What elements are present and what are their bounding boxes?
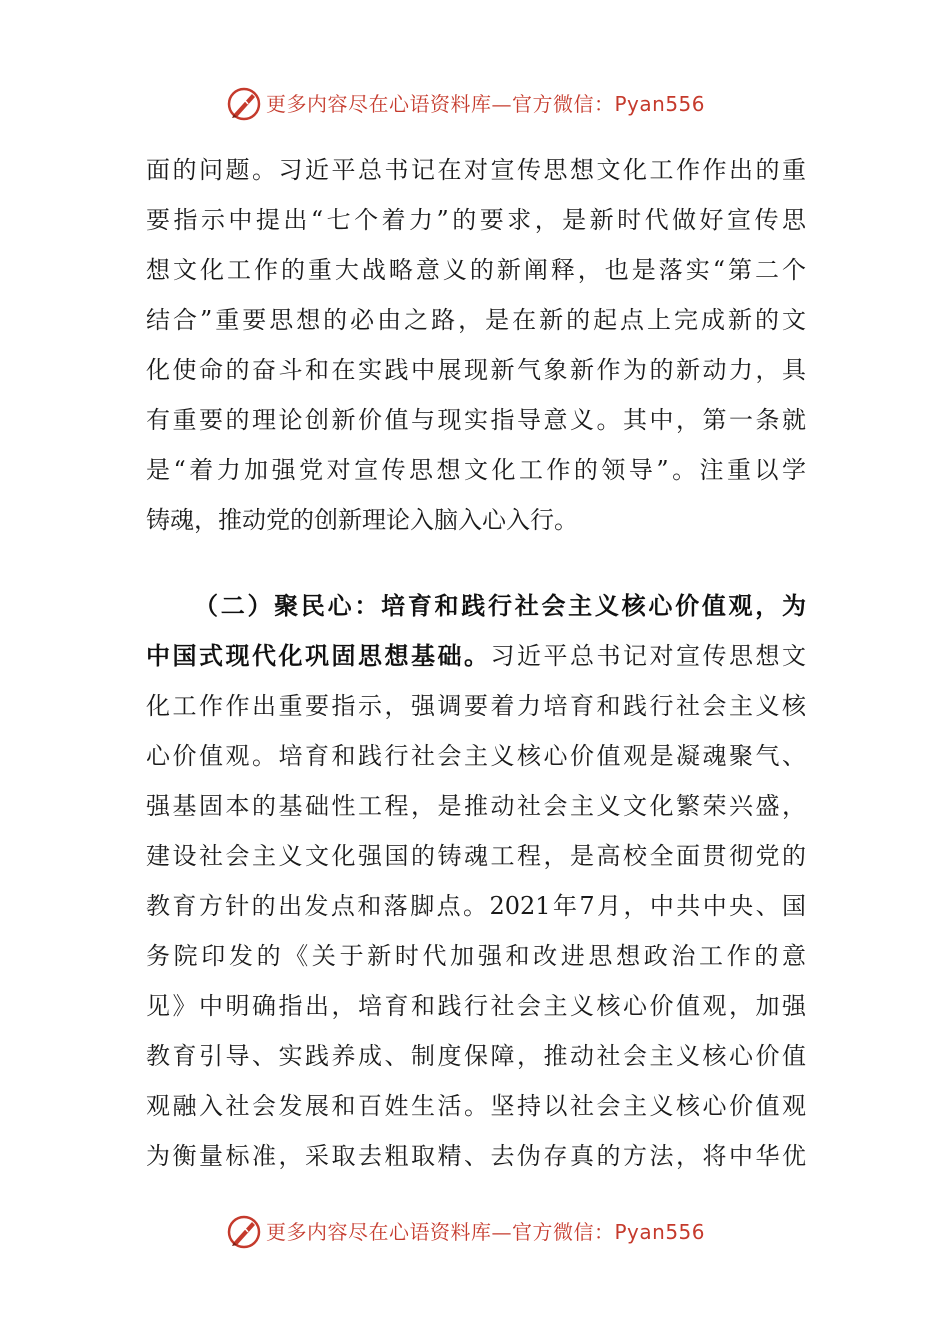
banner-wechat: 官方微信：Pyan556 <box>512 92 706 116</box>
footer-banner <box>0 1212 950 1252</box>
text-line: 建设社会主义文化强国的铸魂工程，是高校全面贯彻党的 <box>146 842 806 870</box>
text-line: 强基固本的基础性工程，是推动社会主义文化繁荣兴盛， <box>146 792 806 820</box>
banner-site-name: 更多内容尽在心语资料库 <box>266 92 492 116</box>
text-line <box>146 638 806 674</box>
section-heading-cont: 中国式现代化巩固思想基础。 <box>146 641 491 670</box>
text-line: 有重要的理论创新价值与现实指导意义。其中，第一条就 <box>146 406 806 434</box>
text-line: 铸魂，推动党的创新理论入脑入心入行。 <box>146 506 578 534</box>
banner-text <box>266 90 705 118</box>
text-span: 习近平总书记对宣传思想文 <box>490 642 806 670</box>
pen-logo-icon <box>226 86 262 122</box>
text-line: 务院印发的《关于新时代加强和改进思想政治工作的意 <box>146 942 806 970</box>
text-line: 是“着力加强党对宣传思想文化工作的领导”。注重以学 <box>146 456 806 484</box>
text-line: 教育引导、实践养成、制度保障，推动社会主义核心价值 <box>146 1042 806 1070</box>
text-line: 观融入社会发展和百姓生活。坚持以社会主义核心价值观 <box>146 1092 806 1120</box>
text-line: 结合”重要思想的必由之路，是在新的起点上完成新的文 <box>146 306 806 334</box>
header-banner <box>0 84 950 124</box>
banner-dash: — <box>491 92 512 116</box>
text-line: 要指示中提出“七个着力”的要求，是新时代做好宣传思 <box>146 206 806 234</box>
text-line: 心价值观。培育和践行社会主义核心价值观是凝魂聚气、 <box>146 742 806 770</box>
text-line: 为衡量标准，采取去粗取精、去伪存真的方法，将中华优 <box>146 1142 806 1170</box>
section-heading: （二）聚民心：培育和践行社会主义核心价值观，为 <box>194 591 806 620</box>
footer-dash: — <box>491 1220 512 1244</box>
text-line: 想文化工作的重大战略意义的新阐释，也是落实“第二个 <box>146 256 806 284</box>
text-line: 面的问题。习近平总书记在对宣传思想文化工作作出的重 <box>146 156 806 184</box>
footer-site-name: 更多内容尽在心语资料库 <box>266 1220 492 1244</box>
text-line: 教育方针的出发点和落脚点。2021年7月，中共中央、国 <box>146 892 806 920</box>
text-line: 化使命的奋斗和在实践中展现新气象新作为的新动力，具 <box>146 356 806 384</box>
footer-banner-text <box>266 1218 705 1246</box>
footer-wechat: 官方微信：Pyan556 <box>512 1220 706 1244</box>
text-line: 见》中明确指出，培育和践行社会主义核心价值观，加强 <box>146 992 806 1020</box>
text-line: 化工作作出重要指示，强调要着力培育和践行社会主义核 <box>146 692 806 720</box>
pen-logo-icon <box>226 1214 262 1250</box>
